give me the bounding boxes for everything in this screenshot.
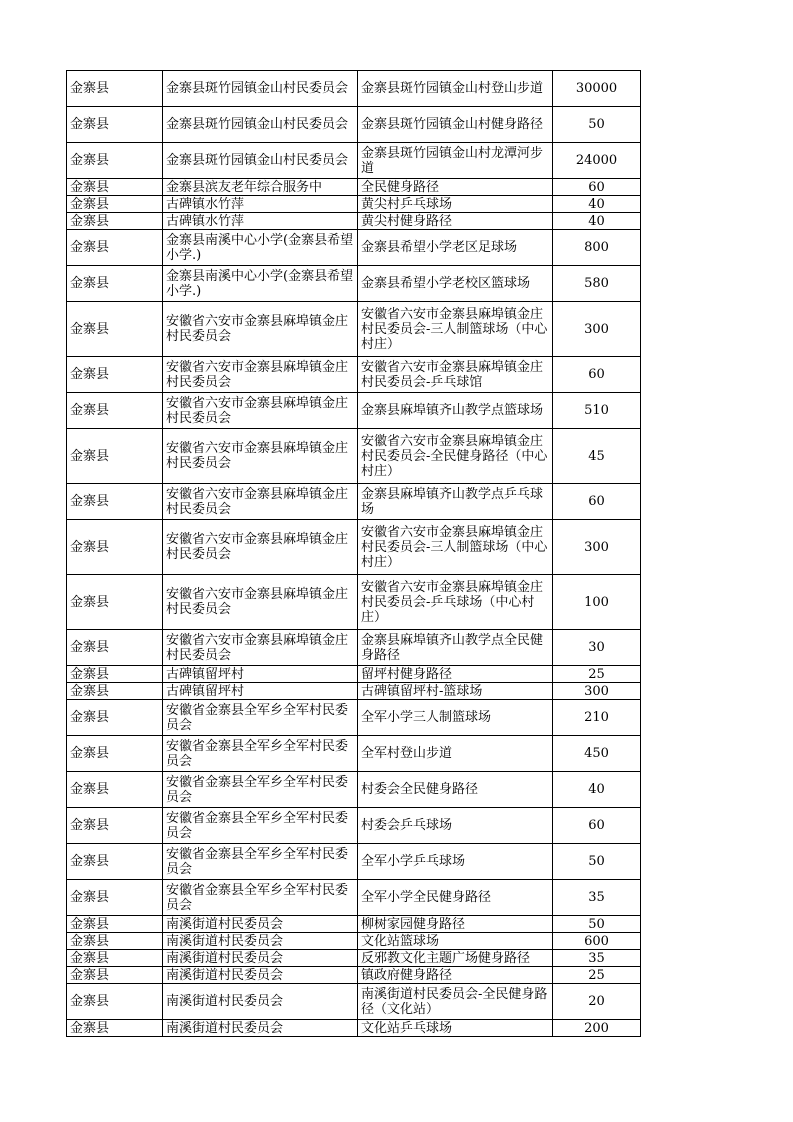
unit-cell: 南溪街道村民委员会 — [163, 916, 358, 933]
county-cell: 金寨县 — [67, 916, 163, 933]
amount-cell: 50 — [553, 107, 641, 143]
project-cell: 安徽省六安市金寨县麻埠镇金庄村民委员会-乒乓球馆 — [358, 357, 553, 393]
county-cell: 金寨县 — [67, 143, 163, 179]
county-cell: 金寨县 — [67, 772, 163, 808]
amount-cell: 600 — [553, 933, 641, 950]
amount-cell: 40 — [553, 196, 641, 213]
unit-cell: 安徽省六安市金寨县麻埠镇金庄村民委员会 — [163, 302, 358, 357]
project-cell: 全军村登山步道 — [358, 736, 553, 772]
project-cell: 反邪教文化主题广场健身路径 — [358, 950, 553, 967]
project-cell: 金寨县斑竹园镇金山村健身路径 — [358, 107, 553, 143]
unit-cell: 南溪街道村民委员会 — [163, 933, 358, 950]
amount-cell: 35 — [553, 880, 641, 916]
project-cell: 安徽省六安市金寨县麻埠镇金庄村民委员会-三人制篮球场（中心村庄） — [358, 302, 553, 357]
project-cell: 全军小学全民健身路径 — [358, 880, 553, 916]
county-cell: 金寨县 — [67, 933, 163, 950]
county-cell: 金寨县 — [67, 967, 163, 984]
unit-cell: 安徽省六安市金寨县麻埠镇金庄村民委员会 — [163, 429, 358, 484]
county-cell: 金寨县 — [67, 266, 163, 302]
table-row — [67, 630, 641, 666]
amount-cell: 50 — [553, 844, 641, 880]
unit-cell: 古碑镇留坪村 — [163, 666, 358, 683]
table-row — [67, 984, 641, 1020]
county-cell: 金寨县 — [67, 484, 163, 520]
table-row — [67, 933, 641, 950]
county-cell: 金寨县 — [67, 302, 163, 357]
unit-cell: 安徽省六安市金寨县麻埠镇金庄村民委员会 — [163, 575, 358, 630]
table-row — [67, 666, 641, 683]
county-cell: 金寨县 — [67, 808, 163, 844]
county-cell: 金寨县 — [67, 520, 163, 575]
amount-cell: 300 — [553, 683, 641, 700]
county-cell: 金寨县 — [67, 71, 163, 107]
table-row — [67, 429, 641, 484]
unit-cell: 金寨县斑竹园镇金山村民委员会 — [163, 107, 358, 143]
table-row — [67, 808, 641, 844]
amount-cell: 25 — [553, 666, 641, 683]
amount-cell: 800 — [553, 230, 641, 266]
county-cell: 金寨县 — [67, 984, 163, 1020]
project-cell: 全军小学三人制篮球场 — [358, 700, 553, 736]
amount-cell: 30000 — [553, 71, 641, 107]
county-cell: 金寨县 — [67, 844, 163, 880]
table-row — [67, 950, 641, 967]
table-row — [67, 213, 641, 230]
project-cell: 南溪街道村民委员会-全民健身路径（文化站） — [358, 984, 553, 1020]
amount-cell: 60 — [553, 484, 641, 520]
table-row — [67, 683, 641, 700]
county-cell: 金寨县 — [67, 213, 163, 230]
unit-cell: 安徽省六安市金寨县麻埠镇金庄村民委员会 — [163, 630, 358, 666]
table-row — [67, 967, 641, 984]
project-cell: 黄尖村乒乓球场 — [358, 196, 553, 213]
amount-cell: 40 — [553, 772, 641, 808]
county-cell: 金寨县 — [67, 393, 163, 429]
unit-cell: 安徽省金寨县全军乡全军村民委员会 — [163, 700, 358, 736]
project-cell: 村委会全民健身路径 — [358, 772, 553, 808]
county-cell: 金寨县 — [67, 1020, 163, 1037]
table-row — [67, 736, 641, 772]
amount-cell: 450 — [553, 736, 641, 772]
amount-cell: 20 — [553, 984, 641, 1020]
unit-cell: 金寨县南溪中心小学(金寨县希望小学.) — [163, 230, 358, 266]
project-cell: 全军小学乒乓球场 — [358, 844, 553, 880]
table-row — [67, 880, 641, 916]
amount-cell: 35 — [553, 950, 641, 967]
table-row — [67, 357, 641, 393]
county-cell: 金寨县 — [67, 736, 163, 772]
table-row — [67, 772, 641, 808]
unit-cell: 金寨县斑竹园镇金山村民委员会 — [163, 143, 358, 179]
project-cell: 文化站篮球场 — [358, 933, 553, 950]
facility-table — [66, 70, 641, 1037]
amount-cell: 510 — [553, 393, 641, 429]
county-cell: 金寨县 — [67, 179, 163, 196]
table-row — [67, 266, 641, 302]
unit-cell: 南溪街道村民委员会 — [163, 967, 358, 984]
project-cell: 金寨县斑竹园镇金山村登山步道 — [358, 71, 553, 107]
amount-cell: 30 — [553, 630, 641, 666]
unit-cell: 金寨县滨友老年综合服务中 — [163, 179, 358, 196]
table-row — [67, 916, 641, 933]
amount-cell: 100 — [553, 575, 641, 630]
table-row — [67, 107, 641, 143]
table-row — [67, 302, 641, 357]
project-cell: 金寨县麻埠镇齐山教学点全民健身路径 — [358, 630, 553, 666]
amount-cell: 45 — [553, 429, 641, 484]
project-cell: 金寨县麻埠镇齐山教学点乒乓球场 — [358, 484, 553, 520]
project-cell: 古碑镇留坪村-篮球场 — [358, 683, 553, 700]
unit-cell: 安徽省六安市金寨县麻埠镇金庄村民委员会 — [163, 357, 358, 393]
county-cell: 金寨县 — [67, 880, 163, 916]
county-cell: 金寨县 — [67, 575, 163, 630]
table-row — [67, 520, 641, 575]
county-cell: 金寨县 — [67, 950, 163, 967]
amount-cell: 50 — [553, 916, 641, 933]
project-cell: 黄尖村健身路径 — [358, 213, 553, 230]
county-cell: 金寨县 — [67, 666, 163, 683]
table-row — [67, 179, 641, 196]
table-row — [67, 196, 641, 213]
amount-cell: 300 — [553, 520, 641, 575]
amount-cell: 580 — [553, 266, 641, 302]
county-cell: 金寨县 — [67, 107, 163, 143]
project-cell: 柳树家园健身路径 — [358, 916, 553, 933]
unit-cell: 南溪街道村民委员会 — [163, 950, 358, 967]
table-body — [67, 71, 641, 1037]
table-row — [67, 230, 641, 266]
amount-cell: 200 — [553, 1020, 641, 1037]
unit-cell: 古碑镇水竹萍 — [163, 196, 358, 213]
table-row — [67, 575, 641, 630]
unit-cell: 南溪街道村民委员会 — [163, 984, 358, 1020]
amount-cell: 24000 — [553, 143, 641, 179]
project-cell: 村委会乒乓球场 — [358, 808, 553, 844]
county-cell: 金寨县 — [67, 630, 163, 666]
project-cell: 金寨县麻埠镇齐山教学点篮球场 — [358, 393, 553, 429]
amount-cell: 25 — [553, 967, 641, 984]
unit-cell: 安徽省金寨县全军乡全军村民委员会 — [163, 772, 358, 808]
project-cell: 全民健身路径 — [358, 179, 553, 196]
county-cell: 金寨县 — [67, 196, 163, 213]
unit-cell: 金寨县南溪中心小学(金寨县希望小学.) — [163, 266, 358, 302]
unit-cell: 安徽省金寨县全军乡全军村民委员会 — [163, 844, 358, 880]
unit-cell: 安徽省六安市金寨县麻埠镇金庄村民委员会 — [163, 393, 358, 429]
unit-cell: 安徽省六安市金寨县麻埠镇金庄村民委员会 — [163, 520, 358, 575]
unit-cell: 安徽省金寨县全军乡全军村民委员会 — [163, 880, 358, 916]
amount-cell: 60 — [553, 357, 641, 393]
project-cell: 镇政府健身路径 — [358, 967, 553, 984]
county-cell: 金寨县 — [67, 357, 163, 393]
project-cell: 安徽省六安市金寨县麻埠镇金庄村民委员会-乒乓球场（中心村庄） — [358, 575, 553, 630]
project-cell: 金寨县希望小学老区足球场 — [358, 230, 553, 266]
amount-cell: 40 — [553, 213, 641, 230]
amount-cell: 60 — [553, 179, 641, 196]
unit-cell: 安徽省六安市金寨县麻埠镇金庄村民委员会 — [163, 484, 358, 520]
table-row — [67, 71, 641, 107]
county-cell: 金寨县 — [67, 700, 163, 736]
amount-cell: 60 — [553, 808, 641, 844]
county-cell: 金寨县 — [67, 683, 163, 700]
unit-cell: 金寨县斑竹园镇金山村民委员会 — [163, 71, 358, 107]
table-row — [67, 143, 641, 179]
county-cell: 金寨县 — [67, 429, 163, 484]
table-row — [67, 484, 641, 520]
table-row — [67, 1020, 641, 1037]
project-cell: 留坪村健身路径 — [358, 666, 553, 683]
project-cell: 安徽省六安市金寨县麻埠镇金庄村民委员会-三人制篮球场（中心村庄） — [358, 520, 553, 575]
table-row — [67, 844, 641, 880]
project-cell: 安徽省六安市金寨县麻埠镇金庄村民委员会-全民健身路径（中心村庄） — [358, 429, 553, 484]
unit-cell: 古碑镇水竹萍 — [163, 213, 358, 230]
project-cell: 文化站乒乓球场 — [358, 1020, 553, 1037]
unit-cell: 安徽省金寨县全军乡全军村民委员会 — [163, 808, 358, 844]
project-cell: 金寨县希望小学老校区篮球场 — [358, 266, 553, 302]
unit-cell: 南溪街道村民委员会 — [163, 1020, 358, 1037]
table-row — [67, 393, 641, 429]
unit-cell: 古碑镇留坪村 — [163, 683, 358, 700]
project-cell: 金寨县斑竹园镇金山村龙潭河步道 — [358, 143, 553, 179]
county-cell: 金寨县 — [67, 230, 163, 266]
unit-cell: 安徽省金寨县全军乡全军村民委员会 — [163, 736, 358, 772]
amount-cell: 210 — [553, 700, 641, 736]
table-row — [67, 700, 641, 736]
amount-cell: 300 — [553, 302, 641, 357]
